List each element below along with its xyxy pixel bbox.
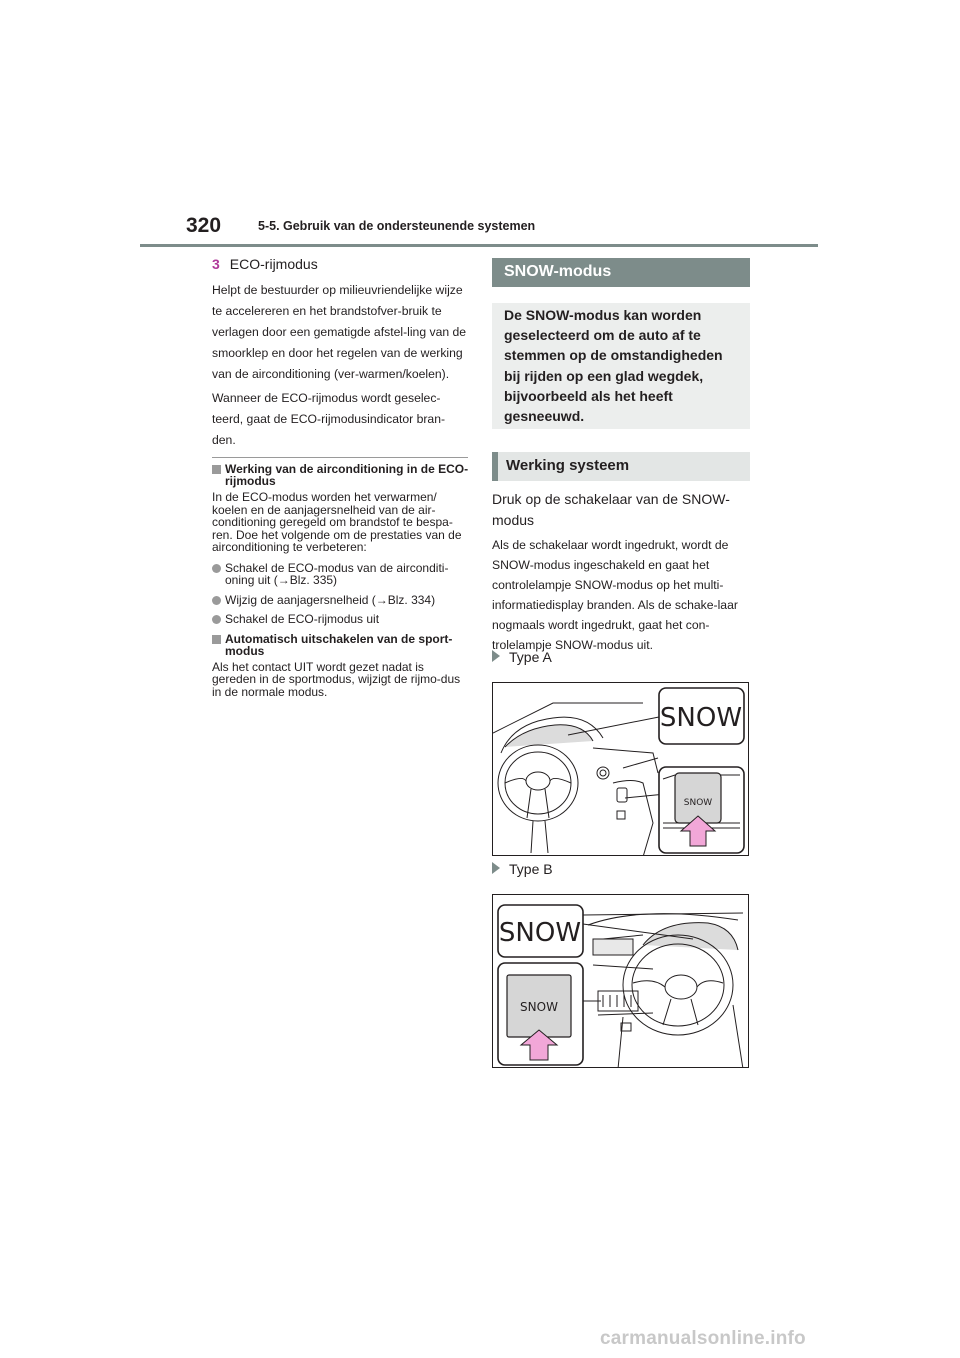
eco-title: ECO-rijmodus [229, 256, 318, 272]
figure-type-b [492, 894, 749, 1068]
note-heading-sport: Automatisch uitschakelen van de sport-modus [212, 633, 470, 657]
snow-intro-box [492, 303, 750, 429]
werking-heading: Werking systeem [492, 452, 750, 481]
dashboard-illustration-a [493, 683, 749, 856]
notes-divider [212, 457, 468, 458]
type-a-label [492, 649, 552, 665]
type-b-text: Type B [509, 861, 553, 877]
snow-big-label: SNOW [498, 918, 582, 948]
section-title: 5-5. Gebruik van de ondersteunende systemen [258, 219, 536, 233]
header-rule [140, 244, 818, 247]
note-heading-aircon: Werking van de airconditioning in de ECO-rijmodus [212, 463, 470, 487]
bullet-item: Schakel de ECO-rijmodus uit [212, 613, 470, 626]
figure-type-a [492, 682, 749, 856]
snow-description: Als de schakelaar wordt ingedrukt, wordt de SNOW-modus ingeschakeld en gaat het controlelampje SNOW-modus op het multi-informatiedisplay branden. Als de schake-laar nogmaals wordt ingedrukt, gaat het con-trolelampje SNOW-modus uit. [492, 538, 738, 652]
notes-section [212, 463, 470, 706]
note-text-sport: Als het contact UIT wordt gezet nadat is gereden in de sportmodus, wijzigt de rijmo-dus in de normale modus. [212, 659, 461, 699]
note-text-aircon: In de ECO-modus worden het verwarmen/ koelen en de aanjagersnelheid van de air-conditioning geregeld om brandstof te bespa-ren. Doe het volgende om de prestaties van de airconditioning te verbeteren: [212, 490, 462, 554]
bullet-item: Wijzig de aanjagersnelheid (→Blz. 334) [212, 594, 470, 607]
eco-section [212, 256, 468, 454]
snow-mode-banner: SNOW-modus [492, 258, 750, 287]
dashboard-illustration-b [493, 895, 749, 1068]
snow-intro-text: De SNOW-modus kan worden geselecteerd om de auto af te stemmen op de omstandigheden bij rijden op een glad wegdek, bijvoorbeeld als het heeft gesneeuwd. [504, 307, 723, 425]
watermark: carmanualsonline.info [600, 1328, 806, 1349]
triangle-bullet-icon [492, 862, 500, 874]
eco-paragraph-2: Wanneer de ECO-rijmodus wordt geselec-teerd, gaat de ECO-rijmodusindicator bran-den. [212, 391, 446, 447]
eco-number: 3 [212, 256, 220, 272]
snow-switch-label: SNOW [683, 798, 713, 808]
type-a-text: Type A [509, 649, 552, 665]
snow-big-label: SNOW [659, 703, 743, 733]
eco-heading [212, 256, 468, 272]
page-number: 320 [186, 214, 222, 237]
snow-step: Druk op de schakelaar van de SNOW-modus [492, 491, 730, 528]
triangle-bullet-icon [492, 650, 500, 662]
eco-paragraph-1: Helpt de bestuurder op milieuvriendelijke wijze te accelereren en het brandstofver-bruik te verlagen door een gematigde afstel-ling van de smoorklep en door het regelen van de werking van de airconditioning (ver-warmen/koelen). [212, 283, 467, 381]
type-b-label [492, 861, 553, 877]
bullet-item: Schakel de ECO-modus van de airconditi-oning uit (→Blz. 335) [212, 562, 470, 587]
snow-switch-label: SNOW [520, 1000, 558, 1014]
